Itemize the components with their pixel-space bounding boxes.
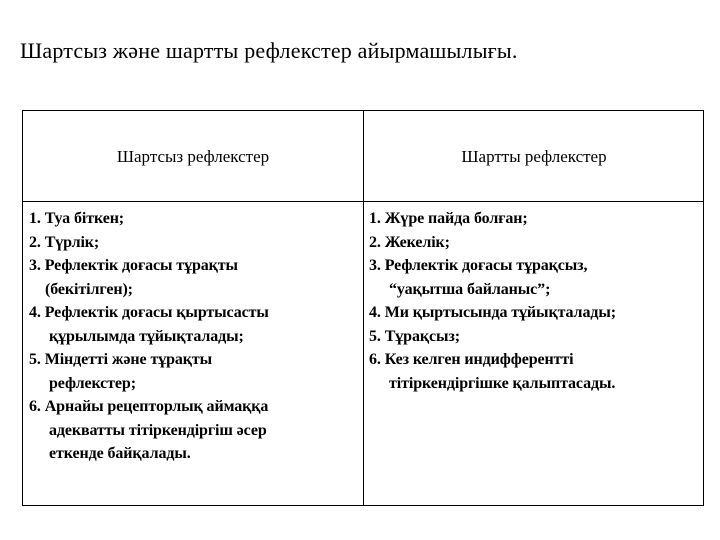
list-item-line: (бекітілген);: [45, 280, 133, 298]
list-item-line: 5. Міндетті және тұрақты: [29, 351, 213, 368]
list-item: [369, 348, 699, 395]
header-unconditioned-reflexes: Шартсыз рефлекстер: [116, 147, 270, 166]
list-item-line: адекватты тітіркендіргіш әсер: [49, 421, 267, 439]
list-item-line: 6. Арнайы рецепторлық аймаққа: [29, 398, 269, 415]
list-item: [369, 254, 699, 301]
list-item-line: 3. Рефлектік доғасы тұрақсыз,: [369, 257, 588, 274]
list-item-line: 4. Рефлектік доғасы қыртысасты: [29, 304, 269, 321]
list-item-line: құрылымда тұйықталады;: [49, 327, 244, 345]
list-item: [29, 301, 359, 348]
list-item: [369, 301, 699, 325]
list-item-line: тітіркендіргішке қалыптасады.: [389, 374, 616, 392]
list-item-line: 2. Жекелік;: [369, 233, 450, 251]
list-item: [29, 254, 359, 301]
list-item: [369, 207, 699, 231]
list-item-line: “уақытша байланыс”;: [389, 280, 551, 298]
slide-title: Шартсыз және шартты рефлекстер айырмашылығы.: [20, 38, 518, 63]
list-item-line: 3. Рефлектік доғасы тұрақты: [29, 257, 238, 274]
list-item-line: еткенде байқалады.: [49, 445, 191, 462]
list-item: [29, 395, 359, 466]
list-item-line: 6. Кез келген индифферентті: [369, 351, 574, 368]
list-item-line: рефлекстер;: [49, 374, 136, 392]
list-item-line: 1. Жүре пайда болған;: [369, 210, 528, 227]
list-item-line: 5. Тұрақсыз;: [369, 327, 460, 345]
conditioned-reflexes-list: [369, 207, 699, 395]
list-item-line: 1. Туа біткен;: [29, 210, 125, 227]
list-item-line: 4. Ми қыртысында тұйықталады;: [369, 304, 616, 321]
list-item: [29, 207, 359, 231]
list-item: [369, 231, 699, 255]
header-divider: [23, 201, 703, 202]
list-item-line: 2. Түрлік;: [29, 233, 100, 251]
list-item: [29, 231, 359, 255]
column-divider: [363, 111, 364, 505]
list-item: [29, 348, 359, 395]
list-item: [369, 325, 699, 349]
unconditioned-reflexes-list: [29, 207, 359, 466]
header-conditioned-reflexes: Шартты рефлекстер: [461, 147, 607, 166]
comparison-table: [22, 110, 704, 506]
